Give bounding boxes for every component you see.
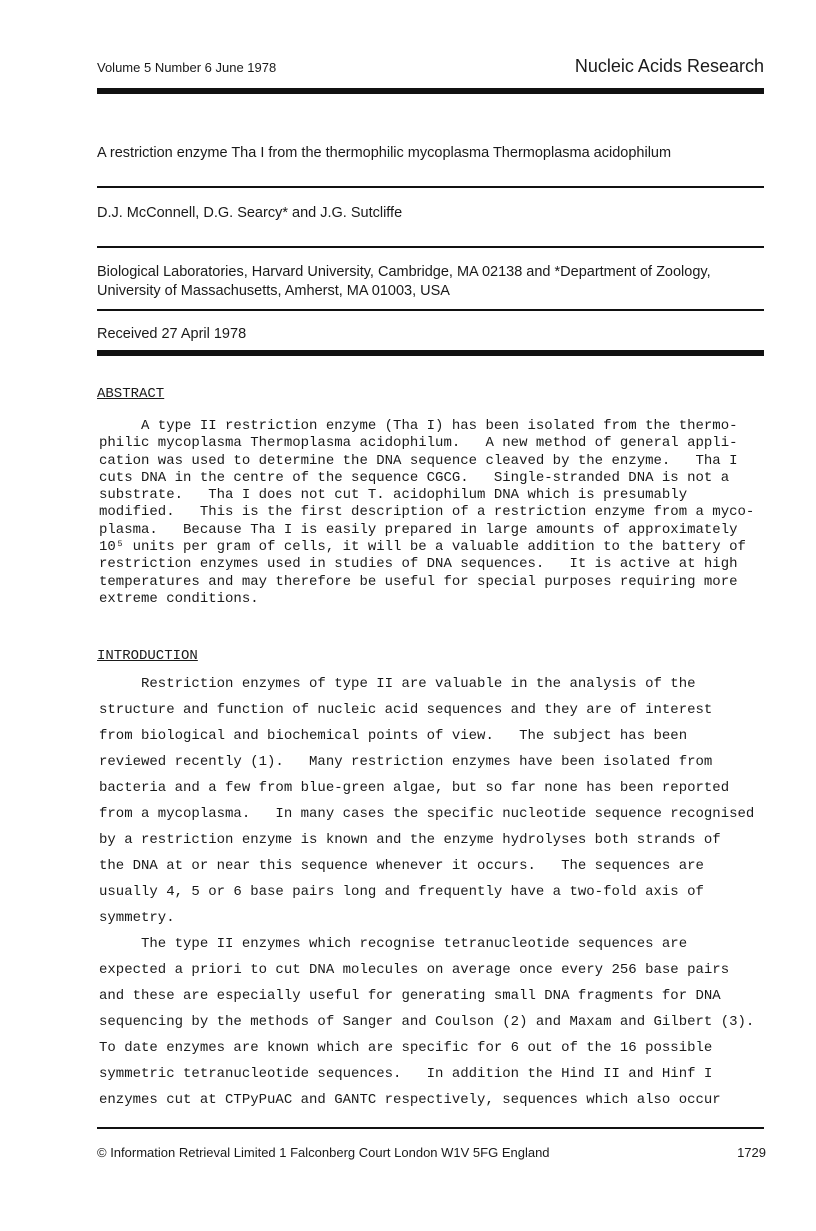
footer-rule bbox=[97, 1127, 764, 1129]
text-line: A type II restriction enzyme (Tha I) has been isolated from the thermo- bbox=[99, 418, 738, 434]
affiliation bbox=[97, 263, 777, 301]
text-line: restriction enzymes used in studies of DNA sequences. It is active at high bbox=[99, 556, 738, 573]
text-line: structure and function of nucleic acid sequences and they are of interest bbox=[99, 702, 713, 718]
text-line: symmetry. bbox=[99, 910, 175, 926]
text-line: by a restriction enzyme is known and the enzyme hydrolyses both strands of bbox=[99, 832, 721, 848]
authors: D.J. McConnell, D.G. Searcy* and J.G. Sutcliffe bbox=[97, 205, 403, 221]
text-line: To date enzymes are known which are specific for 6 out of the 16 possible bbox=[99, 1040, 713, 1056]
text-line: extreme conditions. bbox=[99, 590, 259, 607]
text-line: and these are especially useful for generating small DNA fragments for DNA bbox=[99, 988, 721, 1004]
header-rule bbox=[97, 88, 764, 94]
affiliation-line: Biological Laboratories, Harvard University, Cambridge, MA 02138 and *Department of Zoology, bbox=[97, 264, 711, 280]
text-line: 10⁵ units per gram of cells, it will be a valuable addition to the battery of bbox=[99, 539, 746, 556]
journal-name: Nucleic Acids Research bbox=[574, 56, 764, 76]
text-line: from a mycoplasma. In many cases the specific nucleotide sequence recognised bbox=[99, 806, 755, 822]
introduction-body bbox=[99, 671, 779, 1113]
introduction-heading: INTRODUCTION bbox=[97, 648, 198, 664]
text-line: the DNA at or near this sequence whenever it occurs. The sequences are bbox=[99, 858, 704, 874]
text-line: reviewed recently (1). Many restriction enzymes have been isolated from bbox=[99, 754, 713, 770]
text-line: The type II enzymes which recognise tetranucleotide sequences are bbox=[99, 936, 688, 952]
text-line: expected a priori to cut DNA molecules on average once every 256 base pairs bbox=[99, 962, 730, 978]
text-line: cation was used to determine the DNA sequence cleaved by the enzyme. Tha I bbox=[99, 452, 738, 469]
text-line: temperatures and may therefore be useful for special purposes requiring more bbox=[99, 573, 738, 590]
thick-rule bbox=[97, 350, 764, 356]
publisher-notice: © Information Retrieval Limited 1 Falconberg Court London W1V 5FG England bbox=[97, 1145, 550, 1160]
text-line: substrate. Tha I does not cut T. acidophilum DNA which is presumably bbox=[99, 487, 688, 504]
abstract-heading: ABSTRACT bbox=[97, 386, 165, 402]
divider bbox=[97, 186, 764, 188]
abstract-body bbox=[99, 418, 779, 608]
text-line: philic mycoplasma Thermoplasma acidophilum. A new method of general appli- bbox=[99, 435, 738, 452]
text-line: Restriction enzymes of type II are valuable in the analysis of the bbox=[99, 676, 696, 692]
text-line: usually 4, 5 or 6 base pairs long and frequently have a two-fold axis of bbox=[99, 884, 704, 900]
text-line: symmetric tetranucleotide sequences. In addition the Hind II and Hinf I bbox=[99, 1066, 713, 1082]
divider bbox=[97, 246, 764, 248]
text-line: from biological and biochemical points of view. The subject has been bbox=[99, 728, 688, 744]
text-line: enzymes cut at CTPyPuAC and GANTC respectively, sequences which also occur bbox=[99, 1092, 721, 1108]
journal-issue: Volume 5 Number 6 June 1978 bbox=[97, 60, 277, 75]
text-line: cuts DNA in the centre of the sequence CGCG. Single-stranded DNA is not a bbox=[99, 469, 730, 486]
page-number: 1729 bbox=[737, 1145, 766, 1160]
received-date: Received 27 April 1978 bbox=[97, 326, 247, 342]
article-title: A restriction enzyme Tha I from the thermophilic mycoplasma Thermoplasma acidophilum bbox=[97, 145, 672, 161]
divider bbox=[97, 309, 764, 311]
text-line: plasma. Because Tha I is easily prepared in large amounts of approximately bbox=[99, 521, 738, 538]
text-line: bacteria and a few from blue-green algae, but so far none has been reported bbox=[99, 780, 730, 796]
text-line: sequencing by the methods of Sanger and Coulson (2) and Maxam and Gilbert (3). bbox=[99, 1014, 755, 1030]
affiliation-line: University of Massachusetts, Amherst, MA 01003, USA bbox=[97, 283, 450, 299]
text-line: modified. This is the first description of a restriction enzyme from a myco- bbox=[99, 504, 755, 521]
